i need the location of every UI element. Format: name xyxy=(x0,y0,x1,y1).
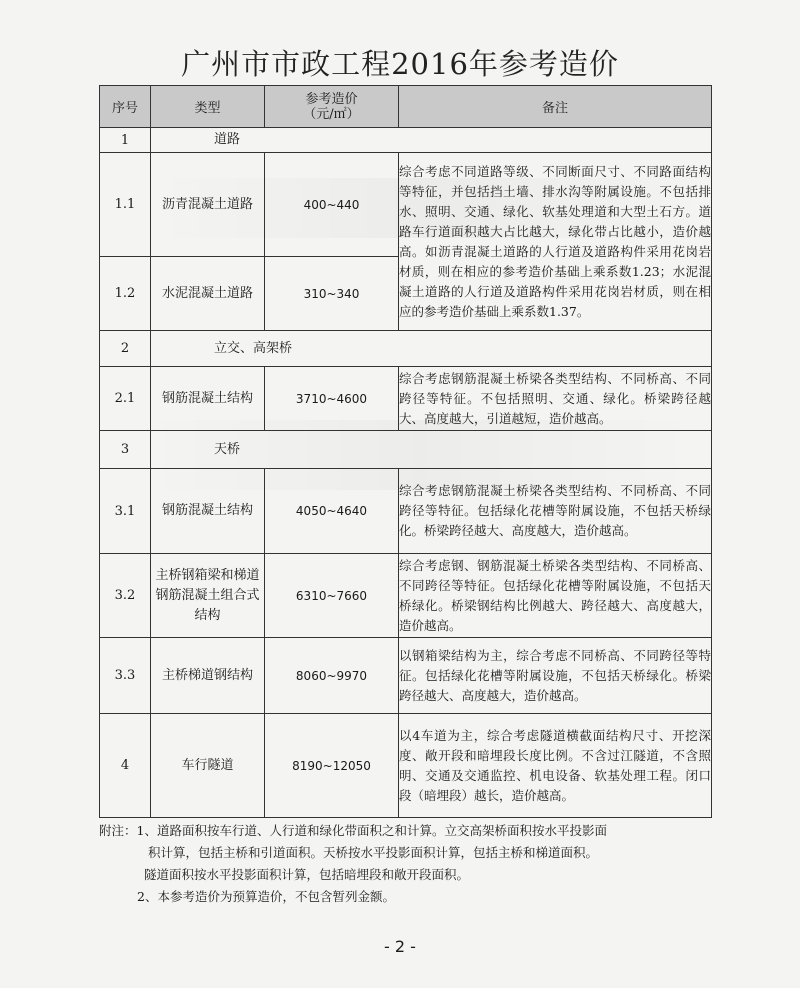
footnote-line-3: 隧道面积按水平投影面积计算，包括暗埋段和敞开段面积。 xyxy=(144,867,470,882)
table-row xyxy=(100,554,712,638)
cell-type: 水泥混凝土道路 xyxy=(151,257,265,331)
cell-category: 天桥 xyxy=(151,431,712,469)
page-title: 广州市市政工程2016年参考造价 xyxy=(181,47,619,81)
cell-price: 8060~9970 xyxy=(265,638,399,714)
footnote-line-1: 附注：1、道路面积按车行道、人行道和绿化带面积之和计算。立交高架桥面积按水平投影面 xyxy=(99,823,607,838)
table-row xyxy=(100,367,712,431)
cell-price: 400~440 xyxy=(265,153,399,257)
cell-index: 3.1 xyxy=(100,469,151,554)
cell-index: 2 xyxy=(100,331,151,367)
header-index: 序号 xyxy=(100,86,151,128)
footnote-line-2: 积计算，包括主桥和引道面积。天桥按水平投影面积计算，包括主桥和梯道面积。 xyxy=(148,845,599,860)
footnote xyxy=(99,820,739,908)
table-row xyxy=(100,638,712,714)
cell-note: 以4车道为主，综合考虑隧道横截面结构尺寸、开挖深度、敞开段和暗埋段长度比例。不含过江隧道，不含照明、交通及交通监控、机电设备、软基处理工程。闭口段（暗埋段）越长，造价越高。 xyxy=(399,714,712,818)
cell-index: 1 xyxy=(100,128,151,153)
table-row xyxy=(100,331,712,367)
cell-index: 1.1 xyxy=(100,153,151,257)
cell-index: 3.3 xyxy=(100,638,151,714)
cell-type: 主桥梯道钢结构 xyxy=(151,638,265,714)
cell-note: 综合考虑钢筋混凝土桥梁各类型结构、不同桥高、不同跨径等特征。不包括照明、交通、绿化。桥梁跨径越大、高度越大，引道越短，造价越高。 xyxy=(399,367,712,431)
cell-index: 2.1 xyxy=(100,367,151,431)
cell-index: 4 xyxy=(100,714,151,818)
cell-note: 综合考虑钢筋混凝土桥梁各类型结构、不同桥高、不同跨径等特征。包括绿化花槽等附属设施，不包括天桥绿化。桥梁跨径越大、高度越大，造价越高。 xyxy=(399,469,712,554)
cell-type: 钢筋混凝土结构 xyxy=(151,367,265,431)
cell-price: 310~340 xyxy=(265,257,399,331)
header-type: 类型 xyxy=(151,86,265,128)
cell-note: 综合考虑不同道路等级、不同断面尺寸、不同路面结构等特征，并包括挡土墙、排水沟等附属设施。不包括排水、照明、交通、绿化、软基处理道和大型土石方。道路车行道面积越大占比越大，绿化带占比越小，造价越高。如沥青混凝土道路的人行道及道路构件采用花岗岩材质，则在相应的参考造价基础上乘系数1.23；水泥混凝土道路的人行道及道路构件采用花岗岩材质，则在相应的参考造价基础上乘系数1.37。 xyxy=(399,153,712,331)
header-price xyxy=(265,86,399,128)
header-price-line2: （元/㎡） xyxy=(303,106,360,122)
cell-price: 3710~4600 xyxy=(265,367,399,431)
cell-index: 3.2 xyxy=(100,554,151,638)
header-price-line1: 参考造价 xyxy=(305,91,358,107)
cell-index: 1.2 xyxy=(100,257,151,331)
footnote-line-4: 2、本参考造价为预算造价，不包含暂列金额。 xyxy=(137,889,395,904)
cell-note: 综合考虑钢、钢筋混凝土桥梁各类型结构、不同桥高、不同跨径等特征。包括绿化花槽等附属设施，不包括天桥绿化。桥梁钢结构比例越大、跨径越大、高度越大，造价越高。 xyxy=(399,554,712,638)
cell-type: 车行隧道 xyxy=(151,714,265,818)
page-number: - 2 - xyxy=(384,937,416,956)
cell-index: 3 xyxy=(100,431,151,469)
table-row xyxy=(100,431,712,469)
header-note: 备注 xyxy=(399,86,712,128)
cell-type: 钢筋混凝土结构 xyxy=(151,469,265,554)
table-row xyxy=(100,153,712,257)
table-row xyxy=(100,128,712,153)
cell-type: 沥青混凝土道路 xyxy=(151,153,265,257)
cell-type: 主桥钢箱梁和梯道钢筋混凝土组合式结构 xyxy=(151,554,265,638)
cell-price: 4050~4640 xyxy=(265,469,399,554)
cell-price: 8190~12050 xyxy=(265,714,399,818)
cell-category: 道路 xyxy=(151,128,712,153)
cell-note: 以钢箱梁结构为主，综合考虑不同桥高、不同跨径等特征。包括绿化花槽等附属设施，不包括天桥绿化。桥梁跨径越大、高度越大，造价越高。 xyxy=(399,638,712,714)
table-row xyxy=(100,469,712,554)
cell-category: 立交、高架桥 xyxy=(151,331,712,367)
price-table xyxy=(99,85,712,818)
table-row xyxy=(100,714,712,818)
cell-price: 6310~7660 xyxy=(265,554,399,638)
table-header-row xyxy=(100,86,712,128)
